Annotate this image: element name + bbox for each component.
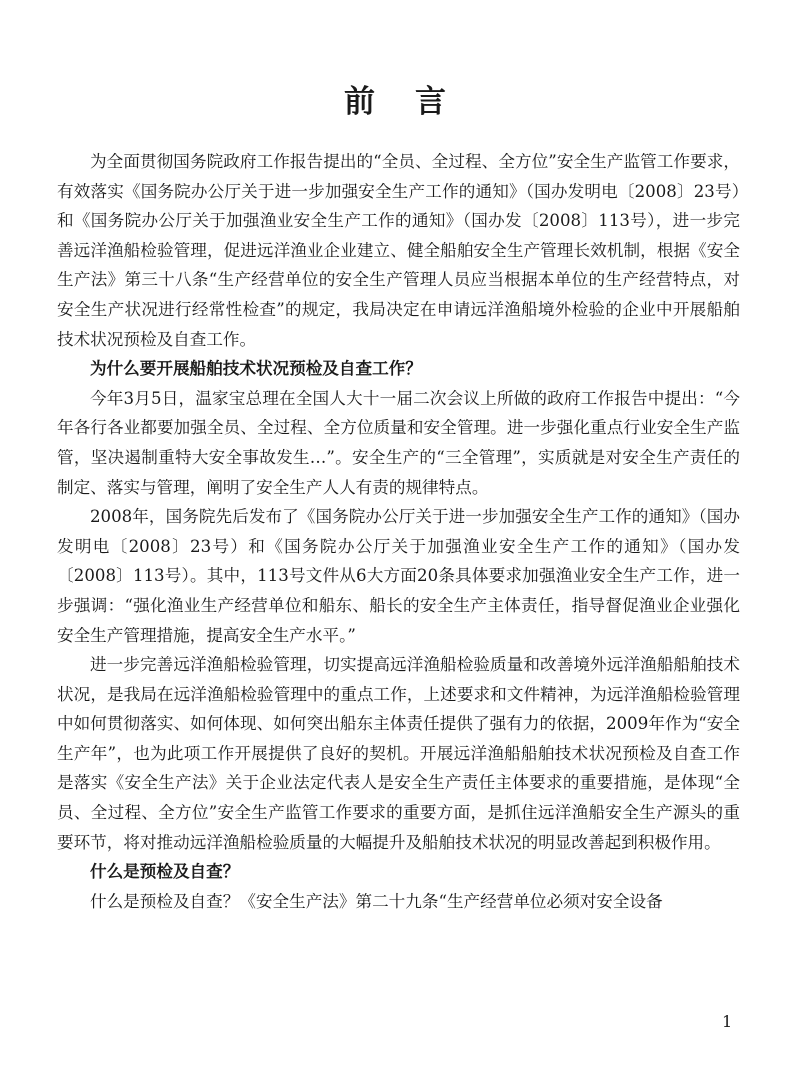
- page-number: 1: [722, 1012, 733, 1031]
- paragraph-intro: 为全面贯彻国务院政府工作报告提出的“全员、全过程、全方位”安全生产监管工作要求，有效落实《国务院办公厅关于进一步加强安全生产工作的通知》（国办发明电〔2008〕23号）和《国务院办公厅关于加强渔业安全生产工作的通知》（国办发〔2008〕113号），进一步完善远洋渔船检验管理，促进远洋渔业企业建立、健全船舶安全生产管理长效机制，根据《安全生产法》第三十八条“生产经营单位的安全生产管理人员应当根据本单位的生产经营特点，对安全生产状况进行经常性检查”的规定，我局决定在申请远洋渔船境外检验的企业中开展船舶技术状况预检及自查工作。: [57, 152, 740, 349]
- paragraph-premier-report: 今年3月5日，温家宝总理在全国人大十一届二次会议上所做的政府工作报告中提出：“今年各行各业都要加强全员、全过程、全方位质量和安全管理。进一步强化重点行业安全生产监管，坚决遏制重特大安全事故发生…”。安全生产的“三全管理”，实质就是对安全生产责任的制定、落实与管理，阐明了安全生产人人有责的规律特点。: [57, 388, 740, 497]
- paragraph-2008-notices: 2008年，国务院先后发布了《国务院办公厅关于进一步加强安全生产工作的通知》（国办发明电〔2008〕23号）和《国务院办公厅关于加强渔业安全生产工作的通知》（国办发〔2008〕113号）。其中，113号文件从6大方面20条具体要求加强渔业安全生产工作，进一步强调：“强化渔业生产经营单位和船东、船长的安全生产主体责任，指导督促渔业企业强化安全生产管理措施，提高安全生产水平。”: [57, 507, 740, 645]
- section-heading-what: 什么是预检及自查？: [90, 862, 240, 882]
- body-text: [57, 147, 740, 916]
- paragraph-inspection-management: 进一步完善远洋渔船检验管理，切实提高远洋渔船检验质量和改善境外远洋渔船船舶技术状况，是我局在远洋渔船检验管理中的重点工作，上述要求和文件精神，为远洋渔船检验管理中如何贯彻落实、如何体现、如何突出船东主体责任提供了强有力的依据，2009年作为“安全生产年”，也为此项工作开展提供了良好的契机。开展远洋渔船船舶技术状况预检及自查工作是落实《安全生产法》关于企业法定代表人是安全生产责任主体要求的重要措施，是体现“全员、全过程、全方位”安全生产监管工作要求的重要方面，是抓住远洋渔船安全生产源头的重要环节，将对推动远洋渔船检验质量的大幅提升及船舶技术状况的明显改善起到积极作用。: [57, 655, 740, 852]
- page-title: 前言: [344, 84, 486, 120]
- section-heading-why: 为什么要开展船舶技术状况预检及自查工作？: [90, 359, 422, 379]
- paragraph-definition: 什么是预检及自查？《安全生产法》第二十九条“生产经营单位必须对安全设备: [90, 891, 663, 911]
